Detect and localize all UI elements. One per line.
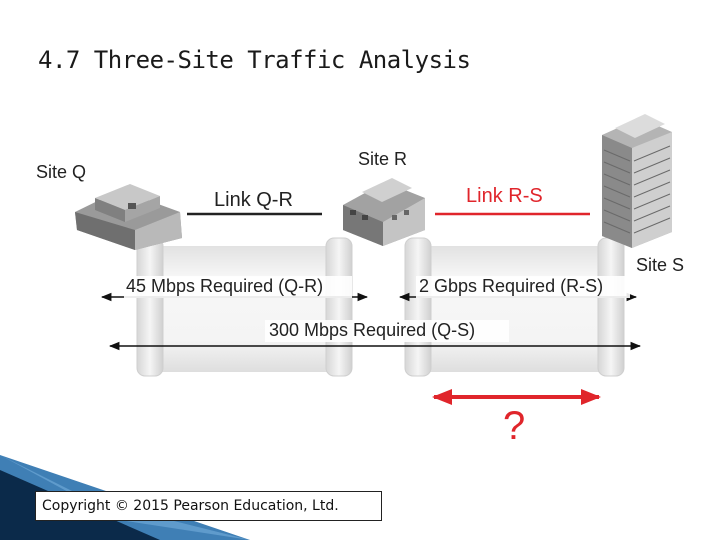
site-s-building-icon [602,114,672,248]
qs-requirement-label: 300 Mbps Required (Q-S) [269,320,476,340]
unknown-question-mark: ? [503,404,526,448]
site-q-building-icon [75,184,182,250]
link-q-r-label: Link Q-R [214,189,293,211]
rs-requirement-label: 2 Gbps Required (R-S) [419,276,604,296]
slide-title: 4.7 Three-Site Traffic Analysis [38,46,471,74]
site-r-building-icon [343,178,425,246]
pipe-r-s [405,238,624,376]
copyright-notice: Copyright © 2015 Pearson Education, Ltd. [35,491,382,521]
qr-requirement-label: 45 Mbps Required (Q-R) [126,276,324,296]
site-q-label: Site Q [36,162,87,182]
site-r-label: Site R [358,149,408,169]
link-r-s-label: Link R-S [466,185,543,207]
site-s-label: Site S [636,255,685,275]
pipe-q-r [137,238,352,376]
